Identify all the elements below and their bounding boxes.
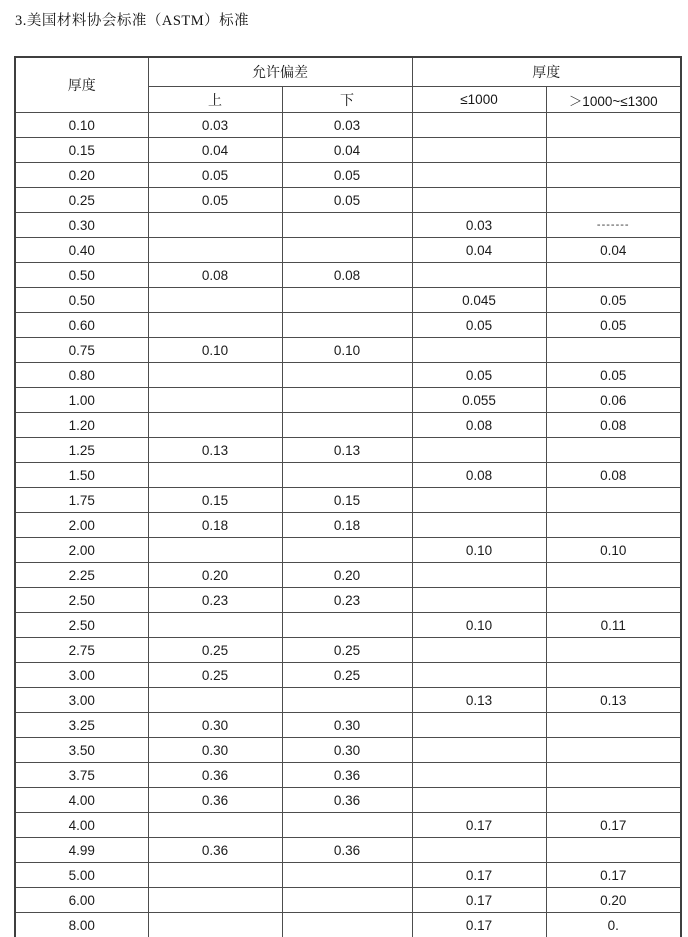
table-row: [15, 913, 681, 937]
table-cell: [282, 213, 412, 238]
table-cell: [148, 688, 282, 713]
table-row: [15, 813, 681, 838]
table-cell: 0.04: [282, 138, 412, 163]
table-cell: 0.36: [148, 788, 282, 813]
table-row: [15, 763, 681, 788]
table-cell: 0.: [546, 913, 681, 937]
table-row: [15, 613, 681, 638]
table-cell: [546, 788, 681, 813]
table-cell: 0.06: [546, 388, 681, 413]
header-upper: 上: [148, 87, 282, 113]
table-cell: 0.30: [148, 738, 282, 763]
table-cell: 0.15: [15, 138, 148, 163]
table-row: [15, 288, 681, 313]
table-row: [15, 638, 681, 663]
table-cell: [148, 288, 282, 313]
table-cell: 0.17: [412, 888, 546, 913]
table-cell: 0.17: [412, 913, 546, 937]
table-cell: 0.05: [546, 363, 681, 388]
table-cell: 0.60: [15, 313, 148, 338]
table-cell: [412, 638, 546, 663]
table-cell: 0.30: [15, 213, 148, 238]
table-cell: [546, 713, 681, 738]
table-cell: [412, 763, 546, 788]
table-cell: 3.50: [15, 738, 148, 763]
table-cell: 0.50: [15, 263, 148, 288]
table-row: [15, 263, 681, 288]
table-cell: 8.00: [15, 913, 148, 937]
table-cell: 0.10: [282, 338, 412, 363]
table-cell: 1.25: [15, 438, 148, 463]
table-cell: [282, 413, 412, 438]
header-allowable-deviation: 允许偏差: [148, 57, 412, 87]
table-cell: 0.05: [412, 363, 546, 388]
table-cell: [546, 188, 681, 213]
table-cell: [546, 513, 681, 538]
table-row: [15, 738, 681, 763]
table-row: [15, 188, 681, 213]
table-cell: 0.30: [148, 713, 282, 738]
table-cell: 3.75: [15, 763, 148, 788]
table-row: [15, 463, 681, 488]
table-cell: 0.13: [412, 688, 546, 713]
table-cell: 0.045: [412, 288, 546, 313]
table-cell: [412, 163, 546, 188]
table-cell: 0.05: [148, 188, 282, 213]
table-cell: 0.08: [546, 463, 681, 488]
table-cell: 0.25: [148, 638, 282, 663]
table-cell: [546, 738, 681, 763]
table-cell: 0.03: [148, 113, 282, 138]
table-cell: [412, 563, 546, 588]
table-cell: 0.03: [282, 113, 412, 138]
table-row: [15, 713, 681, 738]
table-cell: 0.17: [412, 813, 546, 838]
table-cell: 0.20: [148, 563, 282, 588]
table-cell: [412, 113, 546, 138]
table-row: [15, 388, 681, 413]
table-cell: 0.40: [15, 238, 148, 263]
table-row: [15, 338, 681, 363]
table-row: [15, 588, 681, 613]
table-row: [15, 138, 681, 163]
table-row: [15, 788, 681, 813]
table-cell: [546, 588, 681, 613]
table-cell: [282, 888, 412, 913]
table-cell: 2.00: [15, 513, 148, 538]
table-cell: 5.00: [15, 863, 148, 888]
table-cell: 0.18: [282, 513, 412, 538]
table-cell: 0.50: [15, 288, 148, 313]
table-cell: 4.00: [15, 813, 148, 838]
table-cell: 0.08: [412, 463, 546, 488]
table-cell: 0.08: [148, 263, 282, 288]
table-cell: [282, 538, 412, 563]
table-cell: [148, 538, 282, 563]
table-cell: [412, 663, 546, 688]
table-cell: 0.13: [282, 438, 412, 463]
table-cell: -------: [546, 213, 681, 238]
table-cell: 0.10: [546, 538, 681, 563]
table-cell: [412, 438, 546, 463]
table-cell: 2.75: [15, 638, 148, 663]
table-cell: 4.99: [15, 838, 148, 863]
table-cell: 0.36: [282, 788, 412, 813]
page-title: 3.美国材料协会标准（ASTM）标准: [15, 13, 250, 29]
table-cell: 0.25: [15, 188, 148, 213]
table-cell: [546, 338, 681, 363]
table-cell: 0.08: [412, 413, 546, 438]
astm-standard-table: [14, 56, 682, 937]
table-cell: 0.23: [282, 588, 412, 613]
table-cell: 0.15: [148, 488, 282, 513]
table-cell: [412, 138, 546, 163]
table-cell: 0.08: [282, 263, 412, 288]
table-row: [15, 513, 681, 538]
table-row: [15, 413, 681, 438]
table-cell: 0.17: [412, 863, 546, 888]
table-cell: 0.055: [412, 388, 546, 413]
table-cell: 0.17: [546, 813, 681, 838]
table-cell: 2.50: [15, 613, 148, 638]
table-cell: 0.05: [282, 188, 412, 213]
table-cell: [148, 413, 282, 438]
table-cell: [148, 613, 282, 638]
table-cell: [546, 563, 681, 588]
table-cell: [546, 663, 681, 688]
table-cell: 0.10: [412, 613, 546, 638]
table-cell: [282, 863, 412, 888]
table-cell: [412, 513, 546, 538]
table-cell: 0.20: [282, 563, 412, 588]
table-cell: 0.25: [282, 663, 412, 688]
table-cell: [282, 288, 412, 313]
header-width-gt-1000-le-1300: ＞1000~≤1300: [546, 87, 681, 113]
table-cell: [282, 388, 412, 413]
table-row: [15, 163, 681, 188]
table-row: [15, 313, 681, 338]
table-cell: 0.20: [15, 163, 148, 188]
table-cell: 0.36: [282, 763, 412, 788]
table-cell: 0.11: [546, 613, 681, 638]
table-cell: 2.25: [15, 563, 148, 588]
table-cell: [412, 738, 546, 763]
table-body: [15, 113, 681, 937]
table-row: [15, 663, 681, 688]
table-cell: [148, 388, 282, 413]
table-cell: 4.00: [15, 788, 148, 813]
table-cell: [412, 788, 546, 813]
table-cell: [412, 338, 546, 363]
table-cell: 0.10: [15, 113, 148, 138]
table-cell: 0.05: [412, 313, 546, 338]
table-cell: 0.80: [15, 363, 148, 388]
table-cell: [546, 163, 681, 188]
table-cell: [148, 913, 282, 937]
table-cell: [412, 263, 546, 288]
table-cell: 0.05: [546, 288, 681, 313]
table-cell: 1.75: [15, 488, 148, 513]
table-cell: [546, 638, 681, 663]
table-cell: 0.30: [282, 713, 412, 738]
table-cell: 0.20: [546, 888, 681, 913]
table-cell: [282, 813, 412, 838]
table-cell: [412, 588, 546, 613]
table-cell: 0.08: [546, 413, 681, 438]
table-cell: 3.25: [15, 713, 148, 738]
table-cell: 0.04: [546, 238, 681, 263]
table-cell: [148, 863, 282, 888]
table-cell: [412, 838, 546, 863]
table-cell: 0.75: [15, 338, 148, 363]
table-cell: [282, 238, 412, 263]
table-cell: 0.05: [282, 163, 412, 188]
table-cell: 0.04: [412, 238, 546, 263]
table-header: [15, 57, 681, 113]
table-cell: 0.15: [282, 488, 412, 513]
table-cell: 0.05: [546, 313, 681, 338]
header-thickness-by-width: 厚度: [412, 57, 681, 87]
table-cell: 1.00: [15, 388, 148, 413]
header-lower: 下: [282, 87, 412, 113]
table-row: [15, 863, 681, 888]
header-thickness: 厚度: [15, 57, 148, 113]
table-cell: 0.18: [148, 513, 282, 538]
header-width-le-1000: ≤1000: [412, 87, 546, 113]
table-cell: 0.03: [412, 213, 546, 238]
table-cell: [282, 463, 412, 488]
table-row: [15, 363, 681, 388]
table-cell: [282, 363, 412, 388]
table-row: [15, 538, 681, 563]
table-row: [15, 213, 681, 238]
table-row: [15, 238, 681, 263]
header-row-1: [15, 57, 681, 87]
table-cell: [546, 763, 681, 788]
table-cell: 0.10: [148, 338, 282, 363]
table-cell: [282, 613, 412, 638]
table-cell: 0.13: [148, 438, 282, 463]
table-cell: [546, 113, 681, 138]
table-cell: [148, 888, 282, 913]
table-cell: 0.13: [546, 688, 681, 713]
table-cell: 0.17: [546, 863, 681, 888]
table-row: [15, 438, 681, 463]
table-cell: [412, 713, 546, 738]
table-cell: [148, 813, 282, 838]
table-cell: 0.25: [148, 663, 282, 688]
table-cell: [546, 263, 681, 288]
table-cell: 3.00: [15, 663, 148, 688]
table-cell: 2.00: [15, 538, 148, 563]
table-cell: [148, 363, 282, 388]
table-cell: 0.30: [282, 738, 412, 763]
table-cell: 1.50: [15, 463, 148, 488]
table-cell: [412, 488, 546, 513]
table-cell: [148, 213, 282, 238]
table-cell: 0.36: [148, 838, 282, 863]
table-row: [15, 888, 681, 913]
table-cell: 0.10: [412, 538, 546, 563]
table-cell: [282, 688, 412, 713]
table-row: [15, 113, 681, 138]
table-row: [15, 488, 681, 513]
table-row: [15, 838, 681, 863]
table-cell: 0.36: [148, 763, 282, 788]
table-row: [15, 563, 681, 588]
table-cell: 0.36: [282, 838, 412, 863]
table-cell: 2.50: [15, 588, 148, 613]
table-cell: [148, 463, 282, 488]
table-cell: [282, 913, 412, 937]
table-cell: [282, 313, 412, 338]
table-cell: 3.00: [15, 688, 148, 713]
table-row: [15, 688, 681, 713]
table-cell: [546, 838, 681, 863]
table-cell: 6.00: [15, 888, 148, 913]
table-cell: [546, 488, 681, 513]
table-cell: 1.20: [15, 413, 148, 438]
table-cell: [546, 138, 681, 163]
table-cell: [546, 438, 681, 463]
table-cell: 0.23: [148, 588, 282, 613]
table-cell: [148, 238, 282, 263]
table-cell: 0.05: [148, 163, 282, 188]
table-cell: [148, 313, 282, 338]
table-cell: 0.25: [282, 638, 412, 663]
table-cell: 0.04: [148, 138, 282, 163]
table-cell: [412, 188, 546, 213]
